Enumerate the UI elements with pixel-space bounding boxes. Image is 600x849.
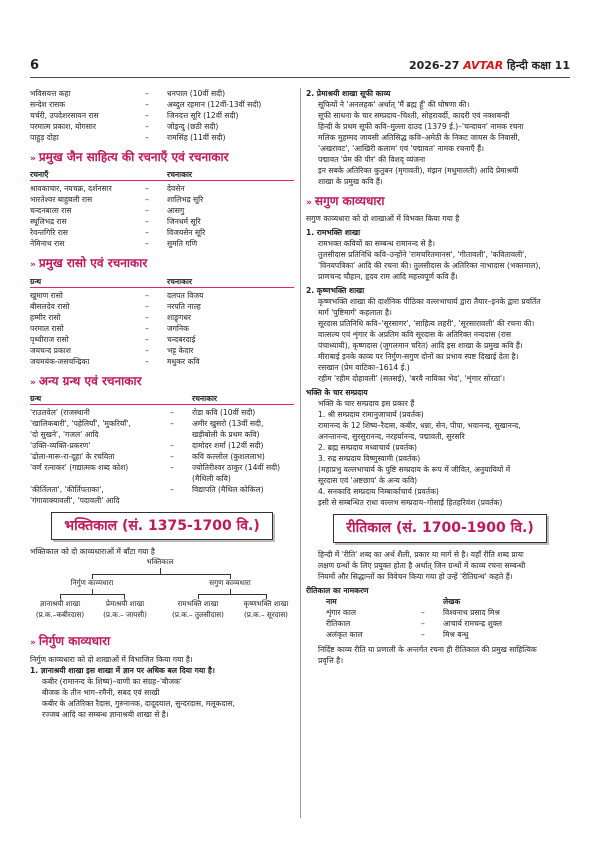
- raso-table: [30, 290, 294, 367]
- tree-nirgun: निर्गुण काव्यधारा: [70, 578, 114, 588]
- text-line: सूफी साधना के चार सम्प्रदाय–चिश्ती, सोहरावर्दी, कादरी एवं नक्शबन्दी: [318, 111, 510, 120]
- arrow-icon: »: [306, 198, 312, 208]
- table-cell: पृथ्वीराज रासो: [30, 334, 69, 344]
- table-cell: –: [145, 323, 149, 333]
- table-cell: 'गंगावाक्यावली', 'पदावली' आदि: [30, 496, 120, 506]
- text-line: मार्ग 'पुष्टिमार्ग' कहलाता है।: [318, 308, 392, 318]
- samp-section: [306, 398, 574, 508]
- table-cell: –: [421, 629, 425, 639]
- table-row: [30, 194, 294, 205]
- text-line: 3. रुद्र सम्प्रदाय विष्णुस्वामी (प्रवर्तक): [318, 454, 421, 464]
- table-cell: –: [170, 485, 174, 495]
- table-row: [30, 495, 294, 506]
- table-cell: जिनधर्म सूरि: [167, 217, 201, 227]
- table-cell: –: [145, 122, 149, 131]
- table-cell: –: [170, 419, 174, 429]
- table-row: [326, 607, 574, 618]
- table-row: [30, 205, 294, 216]
- table-cell: –: [145, 89, 149, 98]
- table-cell: स्थूलिभद्र रास: [30, 217, 67, 227]
- bhakti-tree: [30, 557, 294, 627]
- table-row: [30, 290, 294, 301]
- table-cell: रेवन्तगिरि रास: [30, 228, 68, 238]
- table-cell: विजयसेन सूरि: [167, 228, 206, 238]
- table-cell: –: [145, 334, 149, 344]
- table-cell: चन्दबरदाई: [167, 334, 196, 344]
- table-cell: –: [145, 356, 149, 366]
- text-line: वात्सल्य एवं शृंगार के अप्रतिम कवि सूरदास के अतिरिक्त नन्ददास (रास: [318, 330, 512, 340]
- tree-prem: प्रेमाश्रयी शाखा (प्र.क.– जायसी): [103, 599, 147, 619]
- text-line: रामानन्द के 12 शिष्य–रैदास, कबीर, धन्ना, सेन, पीपा, भवानन्द, सुखानन्द,: [318, 421, 521, 431]
- table-cell: अलंकृत काल: [326, 629, 363, 639]
- text-line: नियमों और सिद्धान्तों का विवेचन किया गया हो उन्हें 'रीतिग्रन्थ' कहते हैं।: [318, 571, 513, 581]
- table-row: [30, 334, 294, 345]
- table-cell: खुमाण रासो: [30, 290, 63, 300]
- table-cell: देवसेन: [167, 184, 185, 194]
- text-line: 'अखरावट', 'आखिरी कलाम' एवं 'पद्मावत' नामक रचनाएँ हैं।: [318, 144, 485, 153]
- table-cell: 'वर्ण रत्नाकर' (गद्यात्मक शब्द कोश): [30, 463, 129, 473]
- table-cell: भविसयत्त कहा: [30, 89, 71, 98]
- text-line: हिन्दी में 'रीति' शब्द का अर्थ शैली, प्रकार या मार्ग से है। यहाँ रीति शब्द प्रायः: [318, 549, 524, 559]
- table-cell: हम्मीर रासो: [30, 312, 61, 322]
- header-class: कक्षा 11: [531, 59, 570, 72]
- table-row: [30, 99, 294, 110]
- top-table: [30, 88, 294, 143]
- table-cell: पाहुड़ दोहा: [30, 133, 59, 142]
- text-line: रामभक्त कवियों का सम्बन्ध रामानन्द से है।: [318, 239, 435, 249]
- text-line: 2. प्रेमाश्रयी शाखा सूफी काव्य: [306, 89, 391, 98]
- riti-section: [306, 549, 574, 582]
- table-cell: –: [145, 290, 149, 300]
- naam-table: [306, 607, 574, 640]
- table-cell: जयचन्द प्रकाश: [30, 345, 71, 355]
- table-cell: आसगु: [167, 206, 185, 216]
- text-line: इसी से सम्बन्धित राधा वल्लभ सम्प्रदाय–गोसाईं हितहरिवंश (प्रवर्तक): [318, 498, 503, 508]
- text-line: तुलसीदास प्रतिनिधि कवि–उन्होंने 'रामचरितमानस', 'गीतावली', 'कवितावली',: [318, 250, 527, 260]
- table-row: [30, 462, 294, 473]
- nirgun-p5: रज्जब आदि का सम्बन्ध ज्ञानाश्रयी शाखा से है।: [42, 709, 169, 719]
- table-cell: ज्योतिरीश्वर ठाकुर (14वीं सदी): [192, 463, 281, 473]
- text-line: कृष्णभक्ति शाखा की दार्शनिक पीठिका वल्लभाचार्य द्वारा तैयार–इनके द्वारा प्रवर्तित: [318, 297, 541, 307]
- table-row: [30, 473, 294, 484]
- ram-heading: 1. रामभक्ति शाखा: [306, 228, 361, 238]
- sagun-intro: सगुण काव्यधारा को दो शाखाओं में विभक्त किया गया है: [306, 214, 460, 224]
- table-row: [326, 629, 574, 640]
- table-cell: परमात्म प्रकाश, योगसार: [30, 122, 96, 131]
- arrow-icon: »: [30, 154, 36, 164]
- nirgun-intro: निर्गुण काव्यधारा को दो शाखाओं में विभाजित किया गया है।: [30, 654, 193, 664]
- table-cell: भारतेश्वर बाहुबली रास: [30, 195, 93, 205]
- arrow-icon: »: [30, 260, 36, 271]
- table-cell: –: [421, 618, 425, 628]
- table-cell: धनपाल (10वीं सदी): [167, 89, 226, 98]
- table-cell: विश्वनाथ प्रसाद मिश्र: [443, 607, 500, 617]
- text-line: रहीम 'रहीम दोहावली' (सतसई), 'बरवै नायिका भेद', 'शृंगार सोरठा'।: [318, 374, 506, 384]
- jain-table: [30, 183, 294, 249]
- anya-heading: » अन्य ग्रन्थ एवं रचनाकार: [30, 373, 142, 388]
- table-cell: [30, 473, 170, 484]
- text-line: प्राणचन्द चौहान, हृदय राम आदि महत्त्वपूर्ण कवि हैं।: [318, 272, 458, 282]
- table-cell: शालिभद्र सूरि: [167, 195, 204, 205]
- table-row: [30, 110, 294, 121]
- table-row: [30, 418, 294, 429]
- header-year: 2026-27: [408, 59, 460, 72]
- jain-heading: » प्रमुख जैन साहित्य की रचनाएँ एवं रचनाकार: [30, 150, 229, 164]
- text-line: मीराबाई इनके काव्य पर निर्गुण-सगुण दोनों का प्रभाव स्पष्ट दिखाई देता है।: [318, 352, 519, 362]
- text-line: इन सबके अतिरिक्त कुतुबन (मृगावती), मंझन (मधुमालती) आदि प्रेमाश्रयी: [318, 166, 519, 175]
- table-row: [30, 407, 294, 418]
- table-cell: –: [170, 408, 174, 418]
- table-cell: कवि कल्लोल (कुशललाभ): [192, 452, 265, 462]
- tree-krishna: कृष्णभक्ति शाखा (प्र.क.– सूरदास): [243, 599, 289, 619]
- text-line: 1. श्री सम्प्रदाय रामानुजाचार्य (प्रवर्तक): [318, 410, 424, 420]
- table-cell: बीसलदेव रासो: [30, 301, 70, 311]
- table-row: [30, 238, 294, 249]
- right-column: [306, 88, 574, 666]
- table-cell: –: [145, 206, 149, 216]
- text-line: सूरदास प्रतिनिधि कवि–'सूरसागर', 'साहित्य लहरी', 'सूरसारावली' की रचना की।: [318, 319, 535, 329]
- table-cell: –: [421, 607, 425, 617]
- page-header: [30, 56, 570, 76]
- table-cell: –: [145, 217, 149, 227]
- table-cell: –: [145, 111, 149, 120]
- table-cell: जयमयंक-जसचन्द्रिका: [30, 356, 90, 366]
- table-cell: खड़ीबोली के प्रथम कवि): [192, 430, 260, 440]
- tree-gyan: ज्ञानाश्रयी शाखा (प्र.क.–कबीरदास): [35, 599, 85, 619]
- jain-table-header: रचनाएँ रचनाकार: [30, 169, 294, 181]
- raso-table-header: ग्रन्थ रचनाकार: [30, 276, 294, 288]
- text-line: अनन्तानन्द, सुरसुरानन्द, नरहर्यानन्द, पद्मावती, सुरसरि: [318, 432, 465, 442]
- table-cell: विद्यापति (मैथिल कोकिल): [192, 485, 264, 495]
- naam-heading: रीतिकाल का नामकरण: [306, 585, 369, 595]
- text-line: 2. ब्रह्म सम्प्रदाय मध्वाचार्य (प्रवर्तक): [318, 443, 418, 453]
- raso-heading: » प्रमुख रासो एवं रचनाकार: [30, 256, 148, 271]
- nirgun-p1: 1. ज्ञानाश्रयी शाखा इस शाखा में ज्ञान पर अधिक बल दिया गया है।: [30, 665, 215, 675]
- table-cell: अब्दुल रहमान (12वीं-13वीं सदी): [167, 100, 262, 109]
- text-line: लक्षण ग्रन्थों के लिए प्रयुक्त होता है अर्थात् जिन ग्रन्थों में काव्य रचना सम्बन्धी: [318, 560, 526, 570]
- table-cell: –: [145, 239, 149, 249]
- table-row: [30, 227, 294, 238]
- header-right: [409, 58, 570, 73]
- table-cell: जिनदत्त सूरि (12वीं सदी): [167, 111, 239, 120]
- naam-header: नाम लेखक: [326, 596, 461, 606]
- table-cell: [170, 473, 192, 484]
- text-line: भक्ति के चार सम्प्रदाय इस प्रकार हैं: [318, 399, 415, 409]
- ram-section: [306, 238, 574, 282]
- text-line: (महाप्रभु वल्लभाचार्य के पुष्टि सम्प्रदाय के रूप में जीवित, अनुयायियों में: [318, 465, 511, 475]
- table-cell: भट्ट केदार: [167, 345, 194, 355]
- tree-root: भक्तिकाल: [146, 557, 174, 567]
- text-line: रसखान (प्रेम वाटिका–1614 ई.): [318, 363, 410, 373]
- text-line: सूफियों ने 'अनलहक' अर्थात् 'मैं ब्रह्म हूँ' की घोषणा की।: [318, 100, 470, 109]
- table-cell: –: [145, 184, 149, 194]
- anya-table-header: ग्रन्थ रचनाकार: [30, 393, 294, 405]
- table-cell: परमाल रासो: [30, 323, 64, 333]
- bhakti-intro: भक्तिकाल को दो काव्यधाराओं में बाँटा गया है: [30, 547, 155, 557]
- table-cell: –: [170, 441, 174, 451]
- krishna-section: [306, 296, 574, 384]
- anya-table: [30, 407, 294, 506]
- nirgun-heading: » निर्गुण काव्यधारा: [30, 634, 111, 649]
- table-cell: मिश्र बन्धु: [443, 629, 469, 639]
- arrow-icon: »: [30, 377, 36, 388]
- table-cell: –: [145, 100, 149, 109]
- table-row: [30, 356, 294, 367]
- table-cell: आचार्य रामचन्द्र शुक्ल: [443, 618, 503, 628]
- sagun-heading: » सगुण काव्यधारा: [306, 194, 385, 208]
- table-cell: शृंगार काल: [326, 607, 356, 617]
- table-cell: मधुकर कवि: [167, 356, 200, 366]
- arrow-icon: »: [30, 638, 36, 649]
- table-cell: –: [145, 312, 149, 322]
- table-cell: –: [145, 228, 149, 238]
- left-column: [30, 88, 294, 720]
- table-cell: –: [145, 195, 149, 205]
- table-cell: नेमिनाथ रास: [30, 239, 65, 249]
- table-cell: –: [170, 463, 174, 473]
- table-row: [326, 618, 574, 629]
- table-cell: रीतिकाल: [326, 618, 351, 628]
- text-line: निर्दिष्ट काव्य रीति या प्रणाली के अन्तर्गत रचना ही रीतिकाल की प्रमुख साहित्यिक: [318, 644, 537, 654]
- tree-ram: रामभक्ति शाखा (प्र.क.– तुलसीदास): [172, 599, 224, 619]
- table-row: [30, 216, 294, 227]
- nirgun-p2: कबीर (रामानन्द के शिष्य)–वाणी का संग्रह–'बीजक': [42, 676, 182, 686]
- table-row: [30, 301, 294, 312]
- table-cell: चर्चरी, उपदेशरसायन रास: [30, 111, 99, 120]
- table-cell: 'खालिकबारी', 'पहेलियाँ', 'मुकरियाँ',: [30, 419, 131, 429]
- nirgun-p4: कबीर के अतिरिक्त रैदास, गुरुनानक, दादूदयाल, सुन्दरदास, मलूकदास,: [42, 698, 235, 708]
- column-divider: [300, 88, 301, 818]
- table-cell: –: [145, 345, 149, 355]
- table-cell: रामसिंह (11वीं सदी): [167, 133, 226, 142]
- table-cell: –: [145, 133, 149, 142]
- table-row: [30, 429, 294, 440]
- table-cell: दामोदर शर्मा (12वीं सदी): [192, 441, 264, 451]
- text-line: हिन्दी के प्रथम सूफी कवि–मुल्ला दाउद (1379 ई.)–'चन्दायन' नामक रचना: [318, 122, 524, 131]
- table-row: [30, 132, 294, 143]
- text-line: शाखा के प्रमुख कवि हैं।: [318, 177, 383, 186]
- table-cell: दलपत विजय: [167, 290, 204, 300]
- table-cell: [170, 495, 192, 506]
- tree-sagun: सगुण काव्यधारा: [209, 578, 251, 588]
- nirgun-p3: बीजक के तीन भाग–रमैनी, सबद एवं साखी: [42, 687, 160, 697]
- text-line: सूरदास एवं 'अष्टछाप' के अन्य कवि): [318, 476, 418, 486]
- table-cell: श्रावकाचार, नयचक्र, दर्शनसार: [30, 184, 112, 194]
- header-subject: हिन्दी: [507, 59, 528, 72]
- prem-section: [306, 88, 574, 187]
- table-cell: जोइन्दु (छठी सदी): [167, 122, 219, 131]
- table-cell: सन्देश रासक: [30, 100, 66, 109]
- table-cell: रोडा कवि (10वीं सदी): [192, 408, 256, 418]
- table-cell: शाङ्र्गधर: [167, 312, 192, 322]
- text-line: 4. सनकादि सम्प्रदाय निम्बार्काचार्य (प्रवर्तक): [318, 487, 439, 497]
- table-cell: चन्दनबाला रास: [30, 206, 72, 216]
- header-rule: [30, 77, 570, 78]
- page-number: 6: [30, 58, 40, 73]
- table-cell: जगनिक: [167, 323, 189, 333]
- table-row: [30, 121, 294, 132]
- table-row: [30, 183, 294, 194]
- table-cell: –: [170, 452, 174, 462]
- text-line: पंचाध्यायी), कृष्णदास (जुगलमान चरित) आदि इस शाखा के प्रमुख कवि हैं।: [318, 341, 523, 351]
- table-row: [30, 451, 294, 462]
- table-cell: 'राउलवेल' (राजस्थानी: [30, 408, 90, 418]
- table-cell: 'दो सुखने', 'गजल' आदि: [30, 430, 99, 440]
- table-row: [30, 88, 294, 99]
- table-row: [30, 484, 294, 495]
- table-cell: [170, 429, 192, 440]
- brand-logo: AVTAR: [463, 59, 504, 72]
- table-cell: 'उक्ति-व्यक्ति-प्रकरण': [30, 441, 91, 451]
- table-cell: सुमति गणि: [167, 239, 198, 249]
- table-cell: 'कीर्तिलता', 'कीर्तिपताका',: [30, 485, 104, 495]
- krishna-heading: 2. कृष्णभक्ति शाखा: [306, 286, 365, 296]
- table-row: [30, 312, 294, 323]
- ritikal-box: रीतिकाल (सं. 1700-1900 वि.): [333, 514, 547, 542]
- table-cell: [192, 495, 294, 506]
- text-line: मलिक मुहम्मद जायसी अतिसिद्ध कवि–अमेठी के निकट जायस के निवासी,: [318, 133, 521, 142]
- table-row: [30, 440, 294, 451]
- table-row: [30, 323, 294, 334]
- riti-last: [306, 644, 574, 666]
- text-line: 'विनयपत्रिका' आदि की रचना की। तुलसीदास के अतिरिक्त नाभादास (भक्तमाल),: [318, 261, 541, 271]
- table-row: [30, 345, 294, 356]
- bhaktikal-box: भक्तिकाल (सं. 1375-1700 वि.): [51, 512, 273, 540]
- table-cell: (मैथिली कवि): [192, 474, 231, 484]
- table-cell: 'ढोला-मारू-रा-दूहा' के रचयिता: [30, 452, 115, 462]
- table-cell: –: [145, 301, 149, 311]
- table-cell: अमीर खुसरो (13वीं सदी,: [192, 419, 264, 429]
- text-line: प्रवृत्ति है।: [318, 655, 344, 665]
- text-line: पद्मावत 'प्रेम की पीर' की विशद् व्यंजना: [318, 155, 426, 164]
- samp-heading: भक्ति के चार सम्प्रदाय: [306, 388, 368, 398]
- table-cell: नरपति नाल्ह: [167, 301, 201, 311]
